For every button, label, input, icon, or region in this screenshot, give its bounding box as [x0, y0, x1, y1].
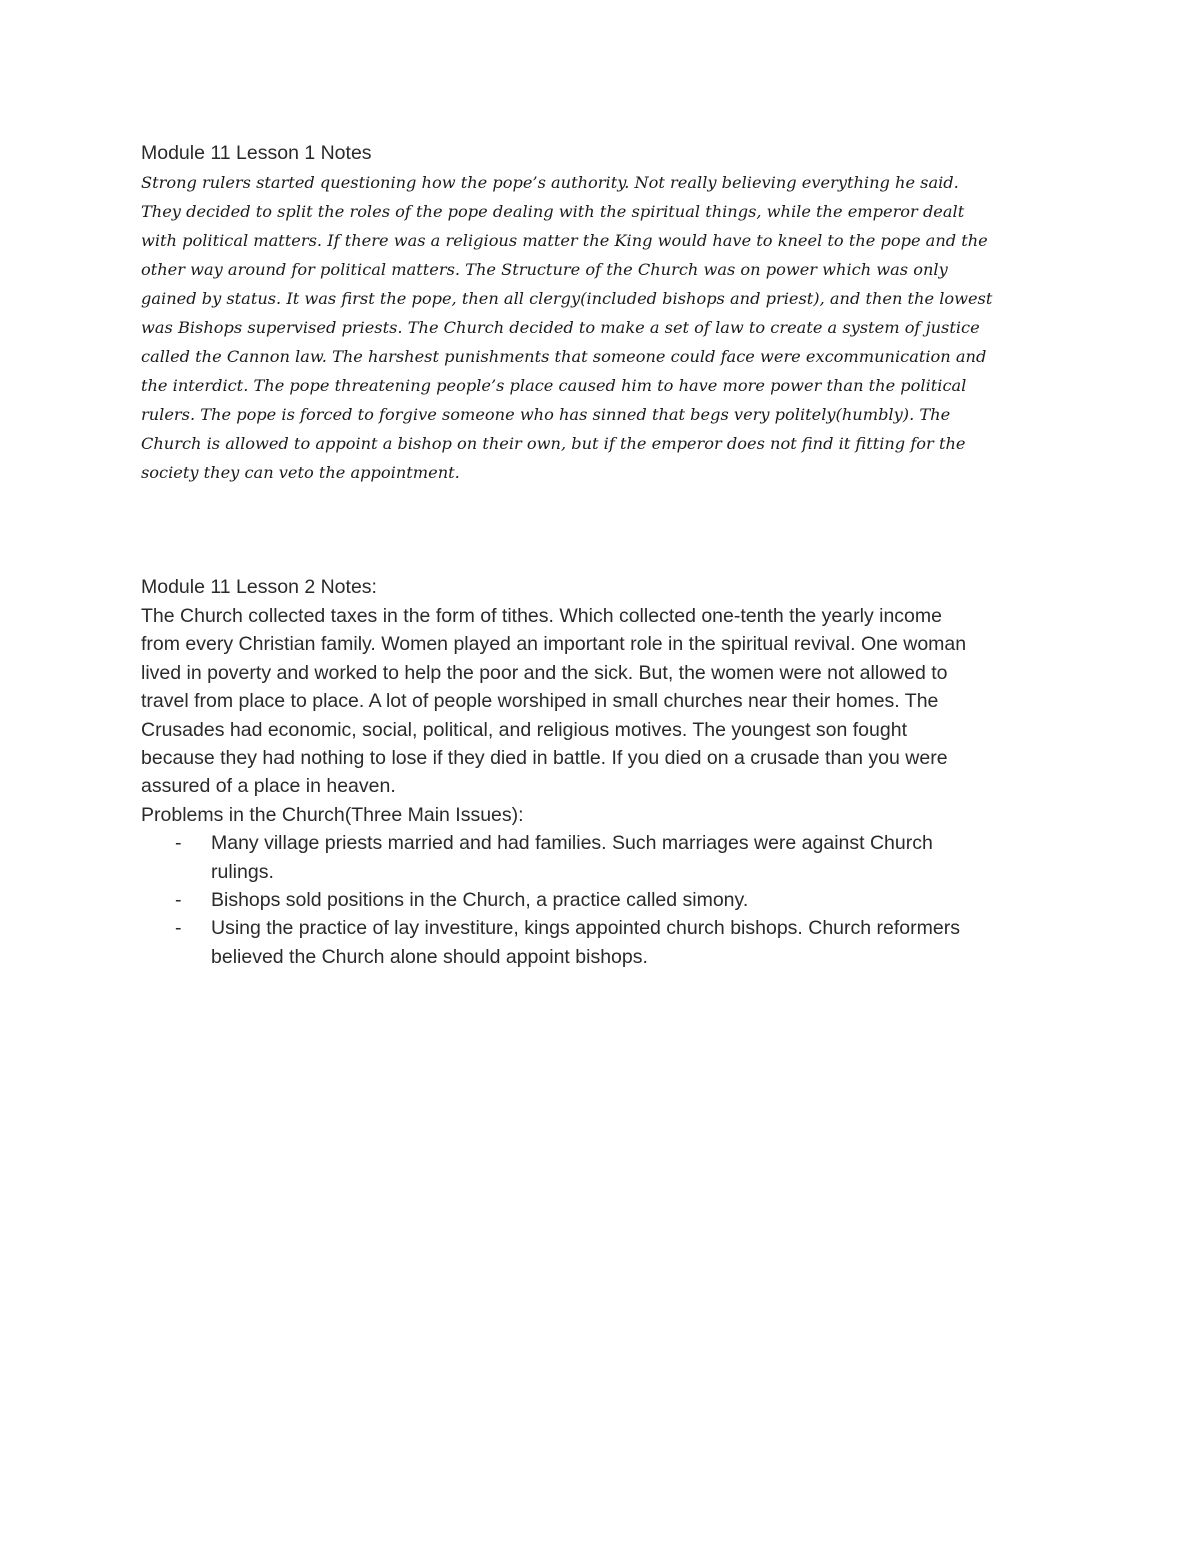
lesson-2-notes — [141, 573, 1066, 971]
paragraph-line: was Bishops supervised priests. The Church decided to make a set of law to create a system of justice — [141, 318, 980, 337]
paragraph-line: travel from place to place. A lot of people worshiped in small churches near their homes. The — [141, 690, 939, 713]
paragraph-line: Crusades had economic, social, political, and religious motives. The youngest son fought — [141, 718, 907, 741]
paragraph-line: society they can veto the appointment. — [141, 463, 460, 482]
paragraph-line: because they had nothing to lose if they died in battle. If you died on a crusade than you were — [141, 747, 948, 770]
list-item-line: Many village priests married and had families. Such marriages were against Church — [211, 832, 933, 855]
lesson-1-notes — [141, 139, 1066, 487]
lesson-2-heading: Module 11 Lesson 2 Notes: — [141, 576, 377, 598]
list-item-line: believed the Church alone should appoint bishops. — [211, 945, 648, 968]
paragraph-line: lived in poverty and worked to help the poor and the sick. But, the women were not allowed to — [141, 661, 948, 684]
paragraph-line: Strong rulers started questioning how the pope’s authority. Not really believing everything he said. — [141, 173, 959, 192]
list-item-line: rulings. — [211, 860, 274, 883]
bullet-dash: - — [175, 832, 182, 855]
problems-list — [141, 829, 1066, 971]
list-item-line: Using the practice of lay investiture, kings appointed church bishops. Church reformers — [211, 917, 960, 940]
paragraph-line: The Church collected taxes in the form of tithes. Which collected one-tenth the yearly income — [141, 605, 942, 627]
paragraph-line: called the Cannon law. The harshest punishments that someone could face were excommunication and — [141, 347, 987, 366]
paragraph-line: gained by status. It was first the pope, then all clergy(included bishops and priest), and then the lowest — [141, 289, 993, 308]
lesson-2-paragraph — [141, 602, 1066, 971]
paragraph-line: with political matters. If there was a religious matter the King would have to kneel to the pope and the — [141, 231, 988, 250]
lesson-1-paragraph — [141, 168, 1066, 487]
paragraph-line: rulers. The pope is forced to forgive someone who has sinned that begs very politely(humbly). The — [141, 405, 951, 424]
paragraph-line: from every Christian family. Women played an important role in the spiritual revival. One woman — [141, 633, 967, 656]
paragraph-line: the interdict. The pope threatening people’s place caused him to have more power than the political — [141, 376, 967, 395]
bullet-dash: - — [175, 889, 182, 912]
bullet-dash: - — [175, 917, 182, 940]
paragraph-line: other way around for political matters. The Structure of the Church was on power which was only — [141, 260, 948, 279]
list-item-line: Bishops sold positions in the Church, a practice called simony. — [211, 889, 749, 912]
paragraph-line: Church is allowed to appoint a bishop on their own, but if the emperor does not find it fitting for the — [141, 434, 966, 453]
lesson-1-heading: Module 11 Lesson 1 Notes — [141, 142, 372, 164]
problems-heading: Problems in the Church(Three Main Issues): — [141, 803, 524, 826]
list-item — [141, 829, 1066, 886]
list-item — [141, 886, 1066, 914]
paragraph-line: assured of a place in heaven. — [141, 775, 396, 798]
paragraph-line: They decided to split the roles of the pope dealing with the spiritual things, while the emperor dealt — [141, 202, 965, 221]
list-item — [141, 914, 1066, 971]
